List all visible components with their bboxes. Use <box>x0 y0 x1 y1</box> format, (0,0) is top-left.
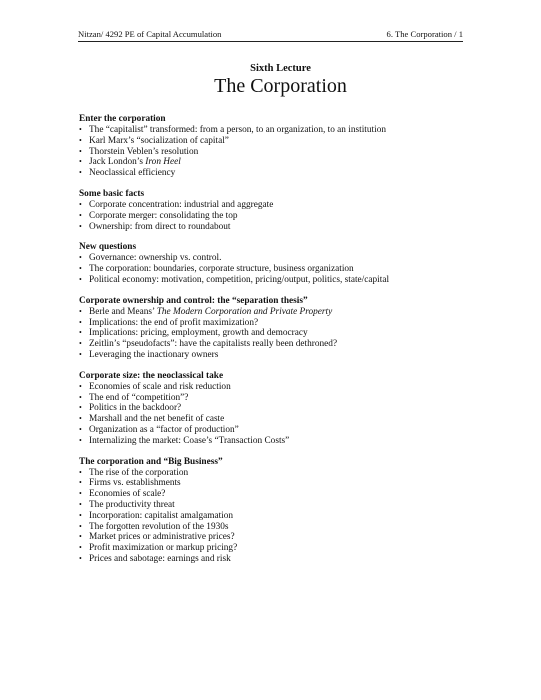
list-item: • The end of “competition”? <box>79 393 479 404</box>
list-item-text: Jack London’s <box>89 157 146 168</box>
list-item: • Zeitlin’s “pseudofacts”: have the capitalists really been dethroned? <box>79 339 479 350</box>
section-heading: Enter the corporation <box>79 114 166 124</box>
list-item: • Economies of scale and risk reduction <box>79 382 479 393</box>
list-item: • The rise of the corporation <box>79 468 479 479</box>
list-item: • Marshall and the net benefit of caste <box>79 414 479 425</box>
list-item: • The corporation: boundaries, corporate structure, business organization <box>79 264 479 275</box>
section-heading: Some basic facts <box>79 188 145 199</box>
list-item: • Prices and sabotage: earnings and risk <box>79 554 479 565</box>
list-item-italic-title: The Modern Corporation and Private Property <box>156 306 333 317</box>
list-item: • Internalizing the market: Coase’s “Transaction Costs” <box>79 436 479 447</box>
outline-section <box>79 189 479 232</box>
list-item: • Leveraging the inactionary owners <box>79 350 479 361</box>
list-item: • Corporate merger: consolidating the top <box>79 211 479 222</box>
bullet-list <box>79 125 479 179</box>
section-heading: Corporate size: the neoclassical take <box>79 370 224 381</box>
list-item <box>79 307 479 318</box>
list-item <box>79 157 479 168</box>
title-block <box>0 62 541 97</box>
bullet-list <box>79 382 479 447</box>
list-item: • Corporate concentration: industrial and aggregate <box>79 200 479 211</box>
list-item: • The productivity threat <box>79 500 479 511</box>
list-item: • Political economy: motivation, competition, pricing/output, politics, state/capital <box>79 275 479 286</box>
page-title: The Corporation <box>214 75 347 97</box>
section-heading: Corporate ownership and control: the “separation thesis” <box>79 295 308 306</box>
outline-section <box>79 457 479 565</box>
list-item-italic-title: Iron Heel <box>145 157 181 168</box>
outline-section <box>79 371 479 447</box>
list-item: • The forgotten revolution of the 1930s <box>79 522 479 533</box>
list-item: • Organization as a “factor of production” <box>79 425 479 436</box>
list-item: • Politics in the backdoor? <box>79 403 479 414</box>
lecture-subtitle: Sixth Lecture <box>250 63 311 74</box>
list-item: • Incorporation: capitalist amalgamation <box>79 511 479 522</box>
list-item: • Thorstein Veblen’s resolution <box>79 147 479 158</box>
bullet-list <box>79 253 479 285</box>
bullet-list <box>79 307 479 361</box>
list-item: • Profit maximization or markup pricing? <box>79 543 479 554</box>
section-heading: New questions <box>79 242 137 253</box>
list-item: • The “capitalist” transformed: from a person, to an organization, to an institution <box>79 125 479 136</box>
header-left: Nitzan/ 4292 PE of Capital Accumulation <box>78 29 222 39</box>
outline-section <box>79 114 479 179</box>
list-item: • Implications: pricing, employment, growth and democracy <box>79 328 479 339</box>
header-right: 6. The Corporation / 1 <box>386 29 463 39</box>
list-item: • Karl Marx’s “socialization of capital” <box>79 136 479 147</box>
bullet-list <box>79 200 479 232</box>
list-item: • Ownership: from direct to roundabout <box>79 222 479 233</box>
list-item: • Firms vs. establishments <box>79 478 479 489</box>
section-heading: The corporation and “Big Business” <box>79 456 223 467</box>
bullet-list <box>79 468 479 565</box>
list-item: • Economies of scale? <box>79 489 479 500</box>
outline-section <box>79 296 479 361</box>
lecture-outline <box>79 114 479 575</box>
outline-section <box>79 242 479 285</box>
running-header <box>78 29 463 42</box>
list-item: • Governance: ownership vs. control. <box>79 253 479 264</box>
list-item-text: Berle and Means’ <box>89 306 157 317</box>
list-item: • Implications: the end of profit maximization? <box>79 318 479 329</box>
list-item: • Market prices or administrative prices? <box>79 532 479 543</box>
list-item: • Neoclassical efficiency <box>79 168 479 179</box>
